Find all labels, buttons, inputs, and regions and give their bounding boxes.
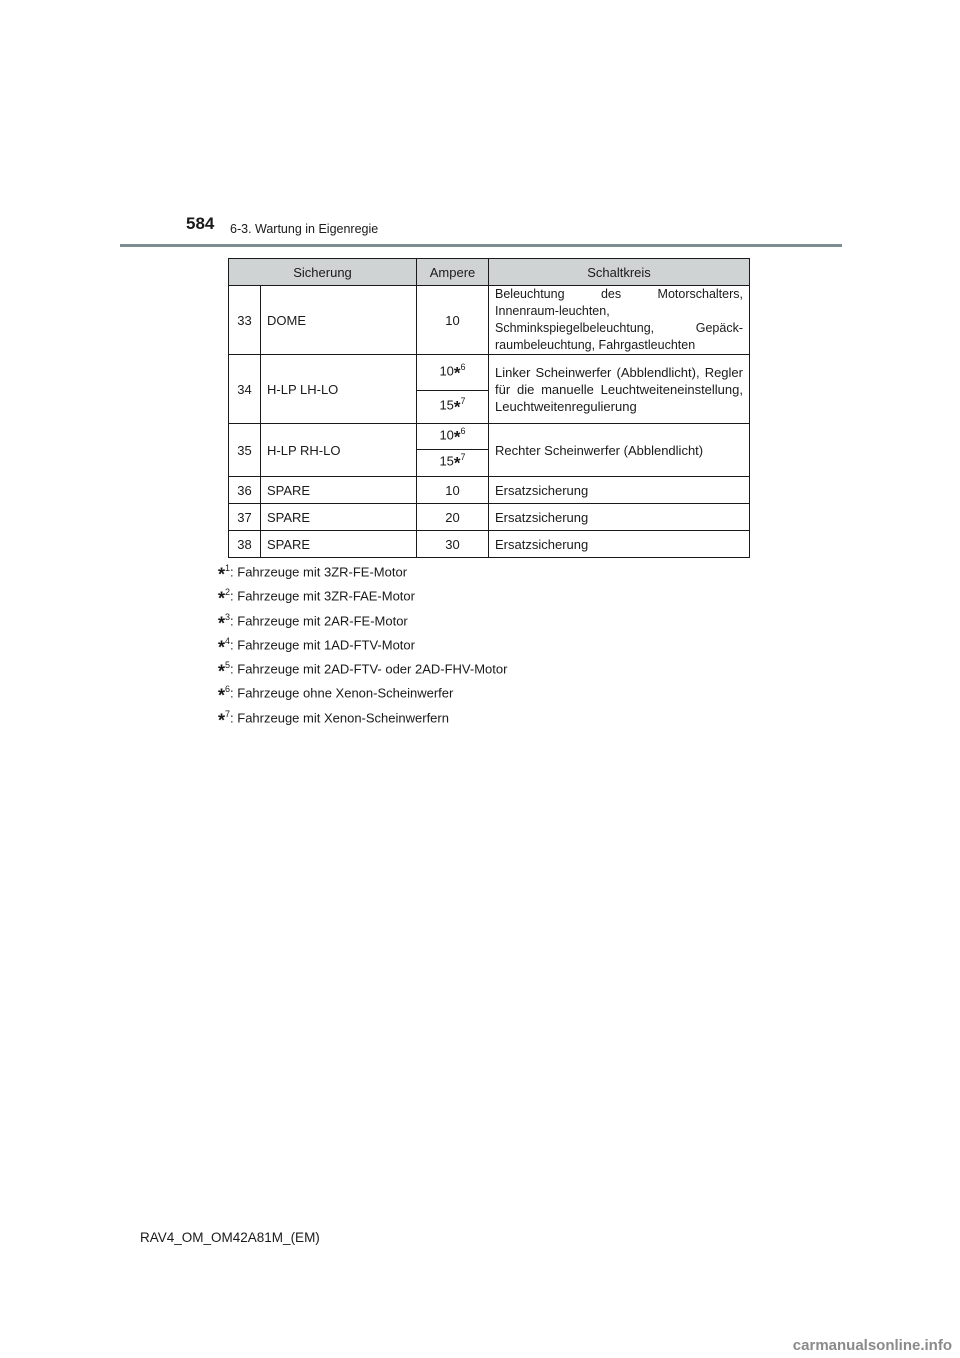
asterisk-icon: *: [218, 685, 226, 706]
ampere-value: 15: [439, 453, 454, 469]
footnote-text: : Fahrzeuge mit 2AR-FE-Motor: [230, 612, 408, 628]
footnote-ref: 6: [460, 425, 466, 436]
asterisk-icon: *: [218, 564, 226, 585]
section-title: 6-3. Wartung in Eigenregie: [230, 222, 379, 236]
ampere-value: 15: [439, 397, 454, 413]
table-row: [229, 355, 750, 391]
header-divider: [120, 244, 842, 247]
document-code: RAV4_OM_OM42A81M_(EM): [140, 1230, 320, 1245]
footnote: [218, 629, 507, 658]
fuse-ampere: 20: [417, 504, 489, 531]
footnote-text: : Fahrzeuge mit 3ZR-FAE-Motor: [230, 588, 415, 604]
asterisk-icon: *: [453, 427, 461, 447]
asterisk-icon: *: [218, 637, 226, 658]
page-number: 584: [186, 214, 215, 233]
footnote-text: : Fahrzeuge ohne Xenon-Scheinwerfer: [230, 685, 454, 701]
footnote-text: : Fahrzeuge mit 1AD-FTV-Motor: [230, 637, 415, 653]
ampere-value: 10: [439, 363, 454, 379]
fuse-ampere: [417, 355, 489, 391]
asterisk-icon: *: [218, 612, 226, 633]
footnote-mark: 3: [225, 611, 231, 622]
footnote-text: : Fahrzeuge mit 2AD-FTV- oder 2AD-FHV-Motor: [230, 661, 508, 677]
fuse-name: SPARE: [261, 531, 417, 558]
fuse-name: SPARE: [261, 504, 417, 531]
table-row: [229, 477, 750, 504]
table-row: [229, 424, 750, 450]
fuse-circuit: Rechter Scheinwerfer (Abblendlicht): [489, 424, 750, 477]
footnote: [218, 580, 507, 609]
fuse-number: 37: [229, 504, 261, 531]
fuse-ampere: [417, 391, 489, 424]
footnote-mark: 1: [225, 563, 231, 573]
fuse-table: [228, 258, 750, 558]
table-row: [229, 531, 750, 558]
footnote-mark: 6: [225, 684, 231, 695]
fuse-number: 35: [229, 424, 261, 477]
fuse-ampere: [417, 424, 489, 450]
footnote: [218, 556, 507, 585]
footnote: [218, 702, 507, 731]
footnote-mark: 5: [225, 660, 231, 671]
asterisk-icon: *: [453, 453, 461, 473]
column-header-ampere: Ampere: [417, 259, 489, 286]
fuse-ampere: 10: [417, 286, 489, 355]
asterisk-icon: *: [218, 661, 226, 682]
footnote-list: [218, 556, 508, 731]
fuse-name: H-LP RH-LO: [261, 424, 417, 477]
fuse-ampere: 10: [417, 477, 489, 504]
fuse-ampere: [417, 450, 489, 477]
fuse-circuit: Ersatzsicherung: [489, 504, 750, 531]
footnote-mark: 2: [225, 587, 231, 598]
fuse-number: 38: [229, 531, 261, 558]
footnote: [218, 605, 507, 633]
fuse-name: DOME: [261, 286, 417, 355]
column-header-circuit: Schaltkreis: [489, 259, 750, 286]
fuse-number: 33: [229, 286, 261, 355]
footnote-text: : Fahrzeuge mit 3ZR-FE-Motor: [230, 564, 408, 580]
fuse-circuit: Ersatzsicherung: [489, 477, 750, 504]
footnote: [218, 677, 507, 706]
fuse-circuit: Linker Scheinwerfer (Abblendlicht), Regler für die manuelle Leuchtweiteneinstellung, Leuchtweitenregulierung: [489, 355, 750, 424]
fuse-number: 36: [229, 477, 261, 504]
fuse-name: H-LP LH-LO: [261, 355, 417, 424]
table-header-row: [229, 259, 750, 286]
fuse-name: SPARE: [261, 477, 417, 504]
asterisk-icon: *: [218, 588, 226, 609]
fuse-number: 34: [229, 355, 261, 424]
asterisk-icon: *: [453, 363, 461, 383]
fuse-circuit: Ersatzsicherung: [489, 531, 750, 558]
asterisk-icon: *: [218, 710, 226, 731]
table-row: [229, 286, 750, 355]
ampere-value: 10: [439, 427, 454, 443]
footnote: [218, 653, 508, 682]
watermark: carmanualsonline.info: [792, 1337, 952, 1354]
footnote-ref: 7: [460, 452, 466, 463]
footnote-text: : Fahrzeuge mit Xenon-Scheinwerfern: [230, 710, 449, 726]
footnote-mark: 7: [225, 708, 231, 719]
fuse-ampere: 30: [417, 531, 489, 558]
asterisk-icon: *: [453, 397, 461, 417]
column-header-fuse: Sicherung: [229, 259, 417, 286]
table-row: [229, 504, 750, 531]
footnote-ref: 7: [460, 396, 466, 407]
footnote-ref: 6: [460, 361, 466, 372]
fuse-circuit: Beleuchtung des Motorschalters, Innenraum-leuchten, Schminkspiegelbeleuchtung, Gepäck-raumbeleuchtung, Fahrgastleuchten: [489, 286, 750, 355]
footnote-mark: 4: [225, 635, 231, 646]
